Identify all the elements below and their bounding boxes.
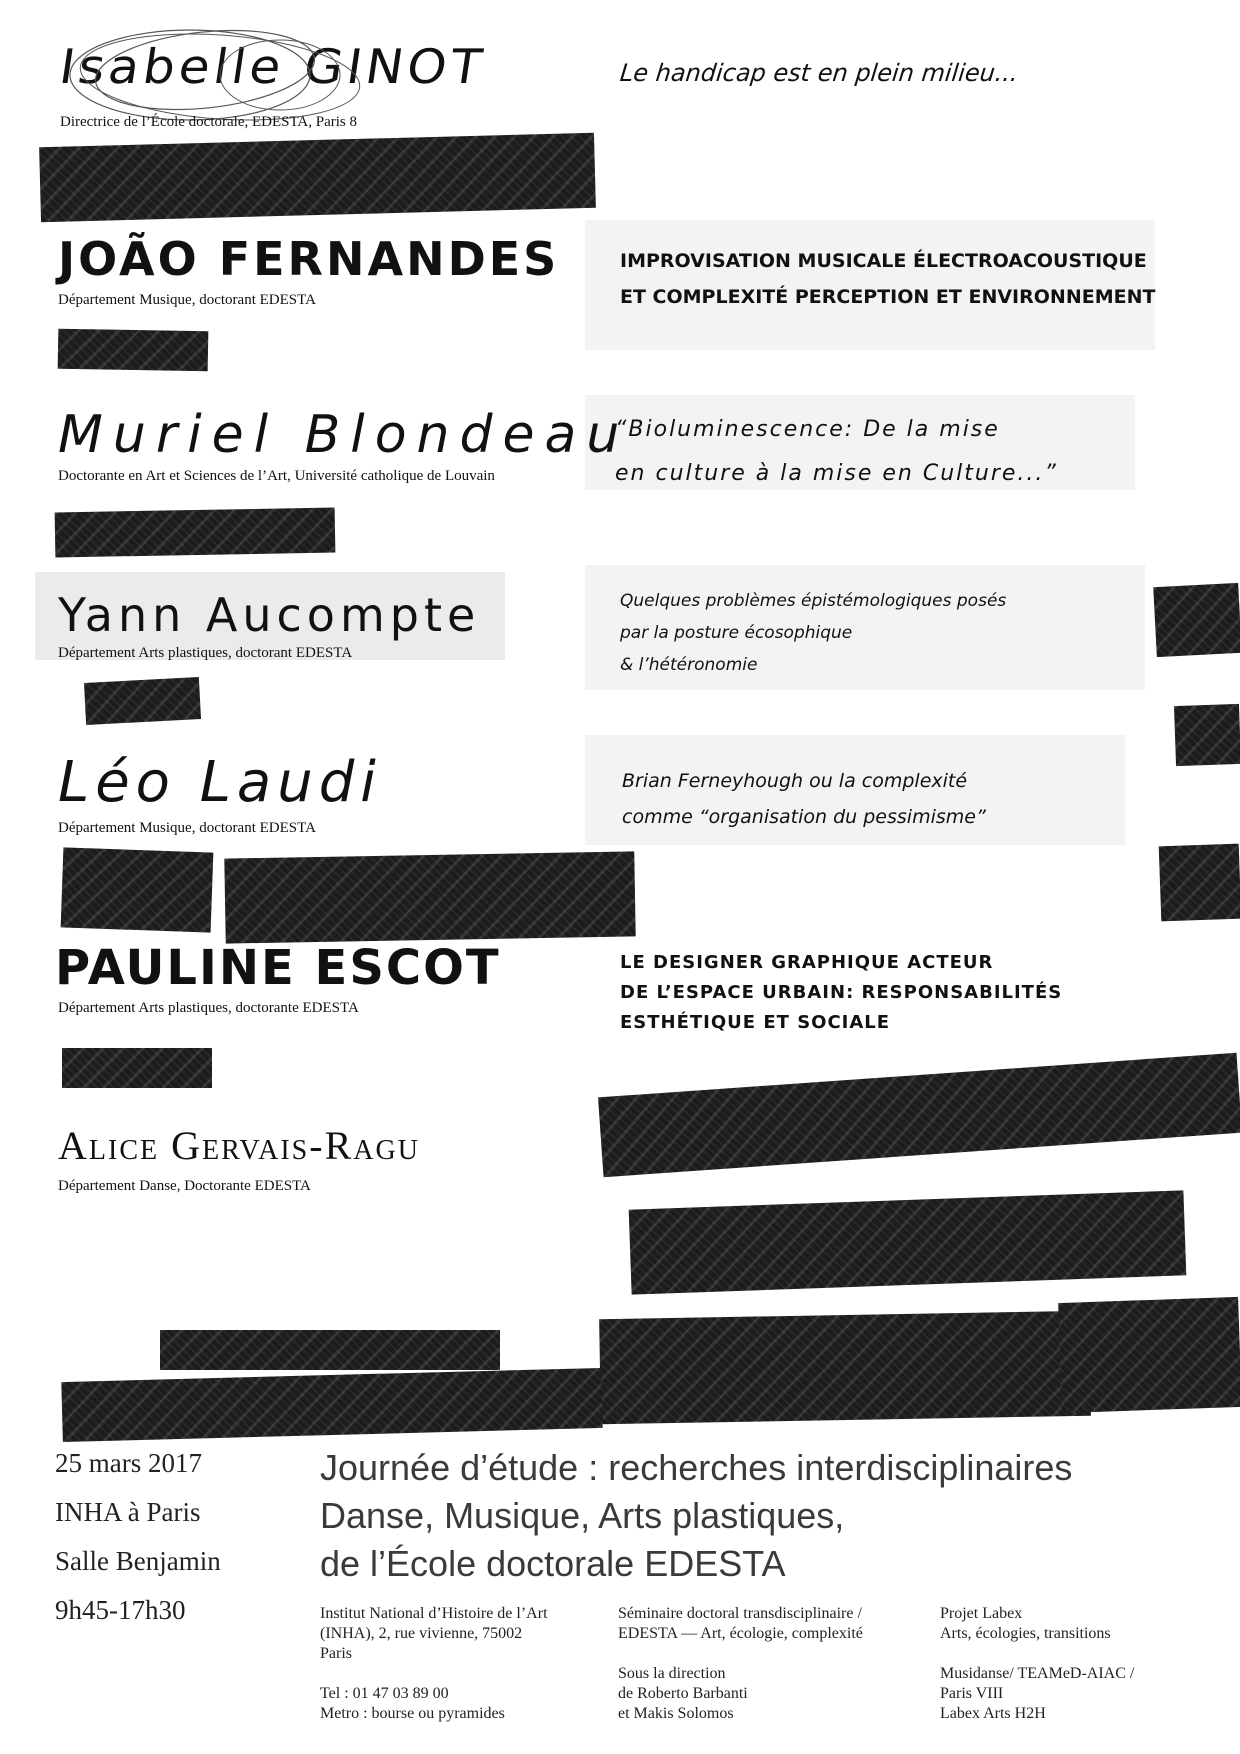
event-details [55,1448,221,1644]
labex-partner: Labex Arts H2H [940,1705,1046,1722]
tape-strip [84,677,201,725]
venue-line: Institut National d’Histoire de l’Art [320,1605,548,1622]
speaker-topic [620,585,1006,681]
speaker-topic [618,55,1020,92]
title-line: Danse, Musique, Arts plastiques, [320,1495,845,1536]
topic-line: en culture à la mise en Culture...” [615,461,1058,486]
event-title [320,1444,1072,1588]
speaker-name: JOÃO FERNANDES [58,232,560,286]
topic-line: Le handicap est en plein milieu... [618,59,1020,87]
topic-line: par la posture écosophique [620,623,853,643]
venue-info [320,1604,548,1724]
tape-strip [629,1190,1187,1294]
speaker-name: Muriel Blondeau [58,405,630,465]
topic-line: IMPROVISATION MUSICALE ÉLECTROACOUSTIQUE [620,250,1147,272]
tape-strip [598,1053,1240,1177]
labex-info [940,1604,1134,1724]
venue-line: Paris [320,1645,352,1662]
speaker-name: Alice Gervais-Ragu [58,1123,420,1168]
speaker-affiliation: Département Arts plastiques, doctorante EDESTA [58,1000,359,1016]
labex-line: Arts, écologies, transitions [940,1625,1111,1642]
tape-strip [1153,583,1240,657]
speaker-name: Isabelle GINOT [55,39,490,95]
topic-line: “Bioluminescence: De la mise [615,417,1000,442]
event-time: 9h45-17h30 [55,1595,186,1625]
tape-strip [55,508,336,558]
speaker-affiliation: Département Musique, doctorant EDESTA [58,292,316,308]
labex-line: Projet Labex [940,1605,1023,1622]
venue-contact: Metro : bourse ou pyramides [320,1705,505,1722]
topic-line: ESTHÉTIQUE ET SOCIALE [620,1012,891,1033]
tape-strip [160,1330,500,1370]
topic-line: LE DESIGNER GRAPHIQUE ACTEUR [620,952,994,973]
venue-line: (INHA), 2, rue vivienne, 75002 [320,1625,523,1642]
event-room: Salle Benjamin [55,1546,221,1576]
tape-strip [61,847,214,932]
speaker-name: Yann Aucompte [58,588,481,642]
tape-strip [224,851,635,943]
topic-line: Brian Ferneyhough ou la complexité [622,770,968,792]
event-place: INHA à Paris [55,1497,201,1527]
tape-strip [39,133,596,223]
speaker-topic [615,408,1058,496]
tape-strip [62,1048,212,1088]
topic-line: comme “organisation du pessimisme” [622,806,986,828]
speaker-affiliation: Doctorante en Art et Sciences de l’Art, Université catholique de Louvain [58,468,495,484]
topic-line: Quelques problèmes épistémologiques posés [620,591,1007,611]
topic-line: & l’hétéronomie [620,655,758,675]
speaker-affiliation: Département Danse, Doctorante EDESTA [58,1178,311,1194]
topic-line: ET COMPLEXITÉ PERCEPTION ET ENVIRONNEMENT [620,286,1156,308]
speaker-name: Léo Laudi [58,750,382,815]
speaker-topic [620,948,1062,1038]
seminar-line: EDESTA — Art, écologie, complexité [618,1625,863,1642]
seminar-direction: Sous la direction [618,1665,726,1682]
tape-strip [1058,1297,1240,1413]
title-line: de l’École doctorale EDESTA [320,1543,786,1584]
tape-strip [1159,844,1240,922]
seminar-direction: de Roberto Barbanti [618,1685,748,1702]
tape-strip [61,1368,602,1442]
tape-strip [1174,704,1240,766]
speaker-affiliation: Directrice de l’École doctorale, EDESTA, Paris 8 [60,114,358,130]
seminar-direction: et Makis Solomos [618,1705,734,1722]
speaker-affiliation: Département Arts plastiques, doctorant EDESTA [58,645,353,661]
speaker-topic [622,763,986,835]
tape-strip [599,1311,1091,1425]
labex-partner: Paris VIII [940,1685,1004,1702]
topic-line: DE L’ESPACE URBAIN: RESPONSABILITÉS [620,982,1063,1003]
speaker-name: PAULINE ESCOT [55,940,501,996]
speaker-topic [620,243,1155,315]
seminar-line: Séminaire doctoral transdisciplinaire / [618,1605,862,1622]
seminar-info [618,1604,863,1724]
tape-strip [58,329,209,372]
event-date: 25 mars 2017 [55,1448,202,1478]
labex-partner: Musidanse/ TEAMeD-AIAC / [940,1665,1135,1682]
title-line: Journée d’étude : recherches interdisciplinaires [320,1447,1073,1488]
speaker-affiliation: Département Musique, doctorant EDESTA [58,820,316,836]
venue-contact: Tel : 01 47 03 89 00 [320,1685,449,1702]
